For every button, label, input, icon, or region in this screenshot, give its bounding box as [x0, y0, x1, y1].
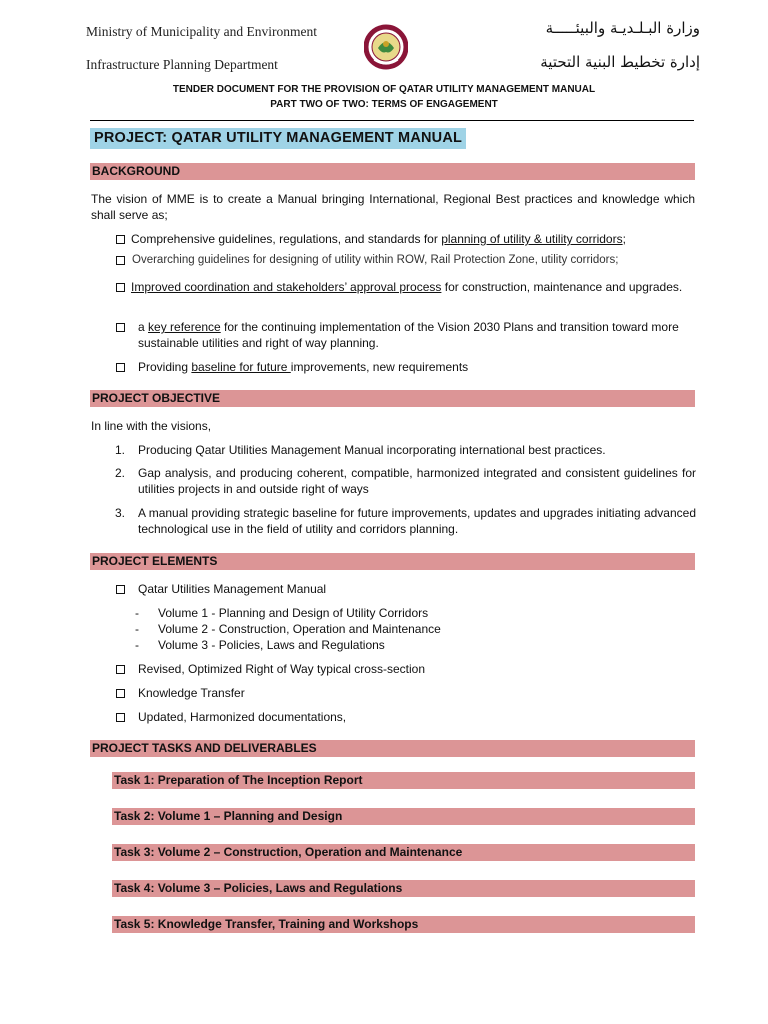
background-item-4: a key reference for the continuing implementation of the Vision 2030 Plans and transition toward more sustainable utilities and right of way planning. [138, 320, 679, 350]
dash-marker: - [135, 622, 139, 636]
volume-item-2: Volume 2 - Construction, Operation and Maintenance [158, 622, 441, 636]
header-divider [90, 120, 694, 121]
task-1: Task 1: Preparation of The Inception Report [112, 772, 695, 789]
section-objective-heading: PROJECT OBJECTIVE [90, 390, 695, 407]
department-name-en: Infrastructure Planning Department [86, 57, 278, 72]
section-background-heading: BACKGROUND [90, 163, 695, 180]
objective-number: 3. [115, 506, 126, 520]
objective-intro: In line with the visions, [91, 419, 212, 433]
background-item-1: Comprehensive guidelines, regulations, and standards for planning of utility & utility corridors; [131, 232, 626, 246]
objective-number: 1. [115, 443, 126, 457]
checkbox-bullet-icon [116, 713, 125, 722]
task-4: Task 4: Volume 3 – Policies, Laws and Regulations [112, 880, 695, 897]
ministry-name-ar: وزارة البـلـديـة والبيئـــــة [545, 19, 700, 37]
objective-number: 2. [115, 466, 126, 480]
objective-item-3: A manual providing strategic baseline for future improvements, updates and upgrades initiating advanced technological use in the field of utility and corridors planning. [138, 506, 696, 536]
department-name-ar: إدارة تخطيط البنية التحتية [540, 53, 700, 71]
checkbox-bullet-icon [116, 665, 125, 674]
volume-item-1: Volume 1 - Planning and Design of Utility Corridors [158, 606, 429, 620]
ministry-emblem-icon [364, 16, 408, 78]
section-elements-heading: PROJECT ELEMENTS [90, 553, 695, 570]
ministry-name-en: Ministry of Municipality and Environment [86, 24, 317, 39]
section-tasks-heading: PROJECT TASKS AND DELIVERABLES [90, 740, 695, 757]
checkbox-bullet-icon [116, 363, 125, 372]
volume-item-3: Volume 3 - Policies, Laws and Regulations [158, 638, 385, 652]
background-item-2: Overarching guidelines for designing of utility within ROW, Rail Protection Zone, utility corridors; [132, 254, 619, 266]
objective-item-2: Gap analysis, and producing coherent, compatible, harmonized integrated and consistent guidelines for utilities projects in and outside right of ways [138, 466, 696, 496]
elements-item-row: Revised, Optimized Right of Way typical cross-section [138, 662, 425, 676]
task-3: Task 3: Volume 2 – Construction, Operation and Maintenance [112, 844, 695, 861]
elements-item-docs: Updated, Harmonized documentations, [138, 710, 347, 724]
project-title: PROJECT: QATAR UTILITY MANAGEMENT MANUAL [90, 128, 466, 149]
background-intro: The vision of MME is to create a Manual bringing International, Regional Best practices and knowledge which shall serve as; [91, 192, 695, 222]
background-item-5: Providing baseline for future improvements, new requirements [138, 360, 469, 374]
checkbox-bullet-icon [116, 256, 125, 265]
tender-subtitle: PART TWO OF TWO: TERMS OF ENGAGEMENT [270, 99, 498, 110]
checkbox-bullet-icon [116, 283, 125, 292]
checkbox-bullet-icon [116, 585, 125, 594]
background-item-3: Improved coordination and stakeholders’ approval process for construction, maintenance and upgrades. [131, 280, 683, 294]
task-2: Task 2: Volume 1 – Planning and Design [112, 808, 695, 825]
checkbox-bullet-icon [116, 323, 125, 332]
elements-manual: Qatar Utilities Management Manual [138, 582, 327, 596]
elements-item-knowledge: Knowledge Transfer [138, 686, 245, 700]
checkbox-bullet-icon [116, 235, 125, 244]
objective-item-1: Producing Qatar Utilities Management Manual incorporating international best practices. [138, 443, 606, 457]
checkbox-bullet-icon [116, 689, 125, 698]
tender-title: TENDER DOCUMENT FOR THE PROVISION OF QATAR UTILITY MANAGEMENT MANUAL [172, 84, 596, 95]
dash-marker: - [135, 606, 139, 620]
task-5: Task 5: Knowledge Transfer, Training and Workshops [112, 916, 695, 933]
dash-marker: - [135, 638, 139, 652]
